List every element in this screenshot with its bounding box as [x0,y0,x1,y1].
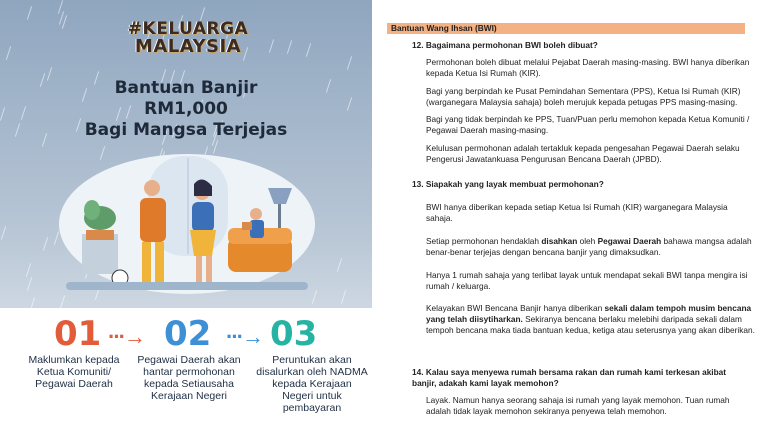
rain-streak [40,73,45,87]
divider [372,0,382,432]
rain-streak [269,39,274,53]
rain-streak [47,67,52,81]
rain-streak [43,237,48,251]
q13-paragraph-4: Kelayakan BWI Bencana Banjir hanya diberikan sekali dalam tempoh musim bencana yang telah diisytiharkan. Sekiranya bencana berlaku melebihi daripada sekali dalam tempoh bencana maka tiada bantuan kedua, ketiga atau seterusnya yang akan diberikan. [426,303,755,335]
q14-paragraph-1: Layak. Namun hanya seorang sahaja isi rumah yang layak memohon. Tuan rumah adalah tidak layak memohon sekiranya penyewa telah memohon. [426,395,730,416]
q13-paragraph-1: BWI hanya diberikan kepada setiap Ketua Isi Rumah (KIR) warganegara Malaysia sahaja. [426,202,728,223]
child [250,208,262,220]
steps-panel [0,308,372,432]
hashtag-line2: MALAYSIA [134,36,242,57]
rain-streak [337,258,342,272]
rain-streak [26,263,31,277]
family-illustration [56,126,318,298]
step2-number: 02 [164,314,212,354]
q13-paragraph-3: Hanya 1 rumah sahaja yang terlibat layak untuk mendapat sekali BWI tanpa mengira isi rumah / keluarga. [426,270,748,291]
keluarga-malaysia-logo [118,20,258,56]
q12-paragraph-2: Bagi yang berpindah ke Pusat Pemindahan Sementara (PPS), Ketua Isi Rumah (KIR) (warganegara Malaysia sahaja) boleh merujuk kepada petugas PPS masing-masing. [426,86,741,107]
rain-streak [15,123,20,137]
rain-streak [21,106,26,120]
step3-number: 03 [270,314,318,354]
question-14: 14. Kalau saya menyewa rumah bersama rakan dan rumah kami terkesan akibat banjir, adakah kami layak memohon? [412,367,727,388]
rain-streak [287,40,292,54]
title-line2: Bagi Mangsa Terjejas [84,120,288,140]
q12-paragraph-1: Permohonan boleh dibuat melalui Pejabat Daerah masing-masing. BWI hanya diberikan kepada Ketua Isi Rumah (KIR). [426,57,750,78]
arrow-right-icon: ···→ [108,324,144,349]
q12-paragraph-4: Kelulusan permohonan adalah tertakluk kepada pengesahan Pegawai Daerah selaku Pengerusi Jawatankuasa Pengurusan Bencana Daerah (JPBD). [426,143,740,164]
faq-document [382,0,768,432]
arrow-right-icon: ···→ [226,324,262,349]
step2-text: Pegawai Daerah akan hantar permohonan kepada Setiausaha Kerajaan Negeri [137,354,241,402]
rain-streak [27,6,32,20]
rain-streak [347,56,352,70]
rain-streak [6,46,11,60]
step3-text: Peruntukan akan disalurkan oleh NADMA kepada Kerajaan Negeri untuk pembayaran [256,354,368,414]
father [144,180,160,196]
rain-streak [306,43,311,57]
rain-streak [341,290,346,304]
rain-streak [27,277,32,291]
section-header: Bantuan Wang Ihsan (BWI) [387,23,745,34]
q13-paragraph-2: Setiap permohonan hendaklah disahkan oleh Pegawai Daerah bahawa mangsa adalah benar-benar terjejas dengan bencana banjir yang dimaksudkan. [426,236,752,257]
rain-streak [347,97,352,111]
flood-aid-infographic [0,0,372,432]
rain-streak [62,15,67,29]
question-13: 13. Siapakah yang layak membuat permohonan? [412,179,604,189]
question-12: 12. Bagaimana permohonan BWI boleh dibuat? [412,40,598,50]
rain-streak [42,133,47,147]
step1-number: 01 [54,314,102,354]
q12-paragraph-3: Bagi yang tidak berpindah ke PPS, Tuan/Puan perlu memohon kepada Ketua Komuniti / Pegawai Daerah masing-masing. [426,114,750,135]
rain-streak [326,79,331,93]
title-line1: Bantuan Banjir RM1,000 [114,78,258,119]
rain-streak [1,226,6,240]
step1-text: Maklumkan kepada Ketua Komuniti/ Pegawai Daerah [28,354,120,390]
hashtag-line1: #KELUARGA [127,19,249,39]
rain-streak [0,107,5,121]
